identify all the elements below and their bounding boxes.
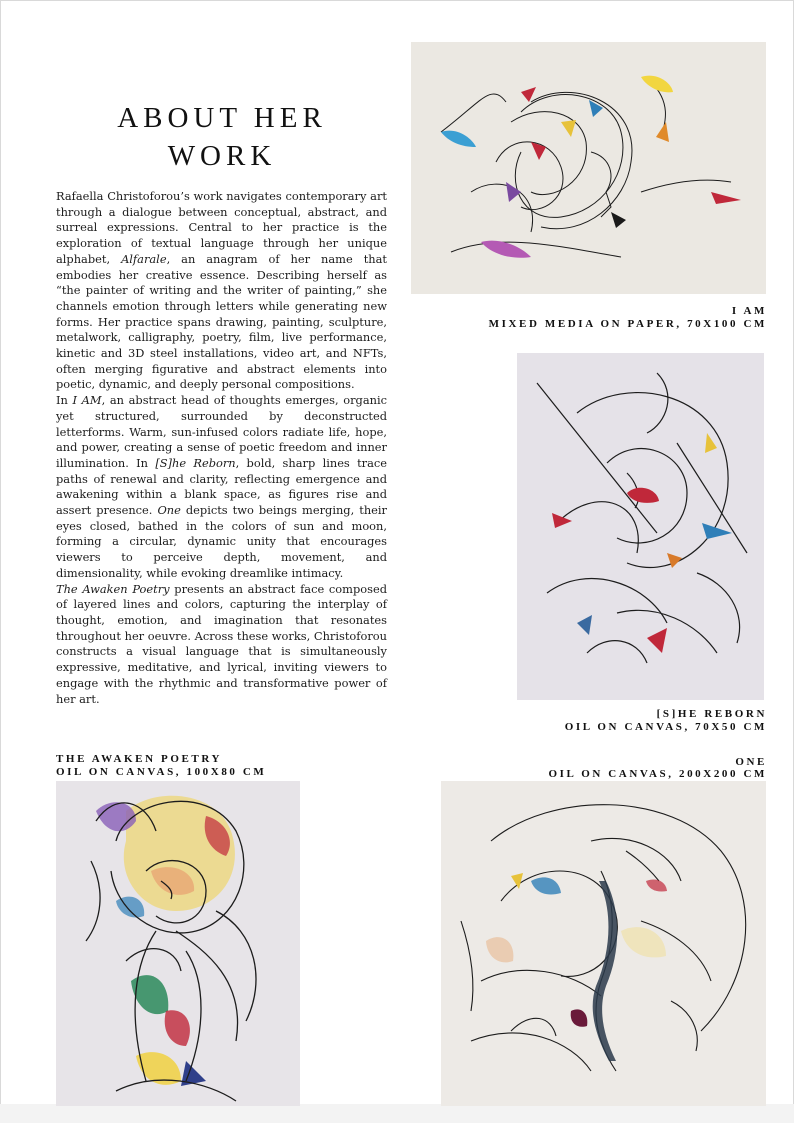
- caption-she-reborn-title: [S]HE REBORN: [656, 708, 767, 720]
- text-run: In: [56, 393, 73, 408]
- text-run: Rafaella Christoforou’s work navigates contemporary art through a dialogue between conceptual, abstract, and surreal expressions. Central to her practice is the exploration of textual language through her unique alphabet,: [56, 189, 387, 266]
- caption-awaken-poetry-details: OIL ON CANVAS, 100X80 CM: [56, 766, 267, 778]
- paragraph-works: [56, 393, 387, 581]
- alfarale-italic: Alfarale: [121, 251, 167, 266]
- i-am-italic: I AM: [72, 393, 102, 408]
- artwork-awaken-poetry-image: [56, 781, 300, 1106]
- text-run: , an abstract head of thoughts emerges, organic yet structured, surrounded by deconstructed letterforms. Warm, sun-infused colors radiate life, hope, and power, creating a sense of poetic freedom and inner illumination. In: [56, 393, 387, 470]
- caption-she-reborn-details: OIL ON CANVAS, 70X50 CM: [564, 721, 767, 733]
- she-reborn-italic: [S]he Reborn: [155, 455, 236, 470]
- awaken-poetry-italic: The Awaken Poetry: [56, 581, 170, 596]
- artwork-i-am-image: [411, 42, 766, 294]
- artwork-one-drawing: [441, 781, 766, 1106]
- page-footer-band: [0, 1104, 794, 1123]
- artwork-i-am-drawing: [411, 42, 766, 294]
- title-line-2: WORK: [167, 140, 277, 173]
- artwork-she-reborn-image: [517, 353, 764, 700]
- about-text: [56, 189, 387, 707]
- paragraph-intro: [56, 189, 387, 393]
- artwork-she-reborn-drawing: [517, 353, 764, 700]
- caption-one-title: ONE: [735, 756, 767, 768]
- caption-i-am-title: I AM: [731, 305, 767, 317]
- text-run: , bold, sharp lines trace paths of renewal and clarity, reflecting emergence and awakening within a blank space, as figures rise and assert presence.: [56, 455, 388, 518]
- caption-awaken-poetry-title: THE AWAKEN POETRY: [56, 753, 223, 765]
- text-run: presents an abstract face composed of layered lines and colors, capturing the interplay of thought, emotion, and imagination that resonates throughout her oeuvre. Across these works, Christoforou constructs a visual language that is simultaneously expressive, meditative, and lyrical, inviting viewers to engage with the rhythmic and transformative power of her art.: [56, 581, 387, 706]
- caption-i-am-details: MIXED MEDIA ON PAPER, 70X100 CM: [488, 318, 767, 330]
- title-line-1: ABOUT HER: [117, 102, 327, 135]
- text-run: depicts two beings merging, their eyes closed, bathed in the colors of sun and moon, forming a circular, dynamic unity that encourages viewers to perceive depth, movement, and dimensionality, while evoking dreamlike intimacy.: [56, 503, 387, 580]
- caption-one-details: OIL ON CANVAS, 200X200 CM: [548, 768, 767, 780]
- artwork-one-image: [441, 781, 766, 1106]
- one-italic: One: [157, 503, 181, 518]
- page-title: [56, 99, 388, 175]
- artwork-awaken-poetry-drawing: [56, 781, 300, 1106]
- text-run: , an anagram of her name that embodies her creative essence. Describing herself as “the painter of writing and the writer of painting,” she channels emotion through letters while generating new forms. Her practice spans drawing, painting, sculpture, metalwork, calligraphy, poetry, film, live performance, kinetic and 3D steel installations, video art, and NFTs, often merging figurative and abstract elements into poetic, dynamic, and deeply personal compositions.: [56, 251, 387, 392]
- paragraph-awaken: [56, 582, 387, 708]
